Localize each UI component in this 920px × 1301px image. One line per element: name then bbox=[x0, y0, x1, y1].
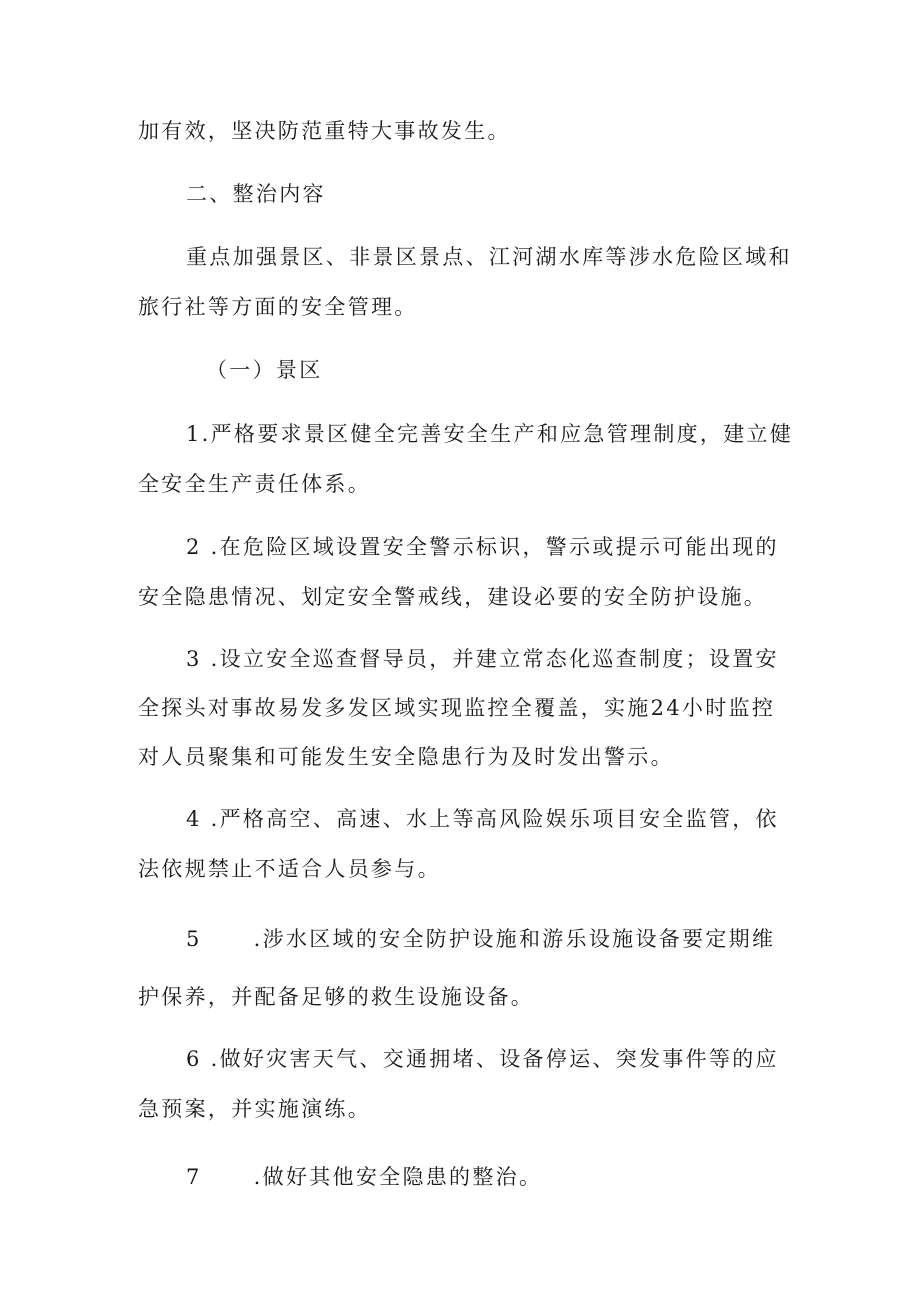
list-item-line: 急预案，并实施演练。 bbox=[138, 1097, 371, 1121]
list-item-line: 护保养，并配备足够的救生设施设备。 bbox=[138, 985, 535, 1009]
list-item-line: 全安全生产责任体系。 bbox=[138, 472, 371, 496]
list-item-line: 对人员聚集和可能发生安全隐患行为及时发出警示。 bbox=[138, 745, 674, 769]
list-item-line bbox=[186, 925, 775, 953]
list-item-line: 3 .设立安全巡查督导员，并建立常态化巡查制度；设置安 bbox=[186, 647, 779, 671]
list-item-line: 1.严格要求景区健全完善安全生产和应急管理制度，建立健 bbox=[186, 422, 794, 446]
list-item-line: 2 .在危险区域设置安全警示标识，警示或提示可能出现的 bbox=[186, 535, 779, 559]
list-item-line: 4 .严格高空、高速、水上等高风险娱乐项目安全监管，依 bbox=[186, 807, 779, 831]
paragraph-line: 旅行社等方面的安全管理。 bbox=[138, 295, 418, 319]
section-heading: 二、整治内容 bbox=[186, 182, 326, 206]
list-item-line: 安全隐患情况、划定安全警戒线，建设必要的安全防护设施。 bbox=[138, 585, 768, 609]
list-text: .做好其他安全隐患的整治。 bbox=[253, 1165, 543, 1189]
list-number: 5 bbox=[186, 927, 202, 951]
text-line: 加有效，坚决防范重特大事故发生。 bbox=[138, 119, 511, 143]
list-item-line bbox=[186, 1163, 542, 1191]
list-text: .涉水区域的安全防护设施和游乐设施设备要定期维 bbox=[253, 927, 776, 951]
list-item-line: 6 .做好灾害天气、交通拥堵、设备停运、突发事件等的应 bbox=[186, 1047, 779, 1071]
paragraph-line: 重点加强景区、非景区景点、江河湖水库等涉水危险区域和 bbox=[186, 245, 792, 269]
list-item-line: 法依规禁止不适合人员参与。 bbox=[138, 857, 441, 881]
subsection-heading: （一）景区 bbox=[206, 358, 323, 382]
list-item-line: 全探头对事故易发多发区域实现监控全覆盖，实施24小时监控 bbox=[138, 696, 776, 720]
list-number: 7 bbox=[186, 1165, 202, 1189]
